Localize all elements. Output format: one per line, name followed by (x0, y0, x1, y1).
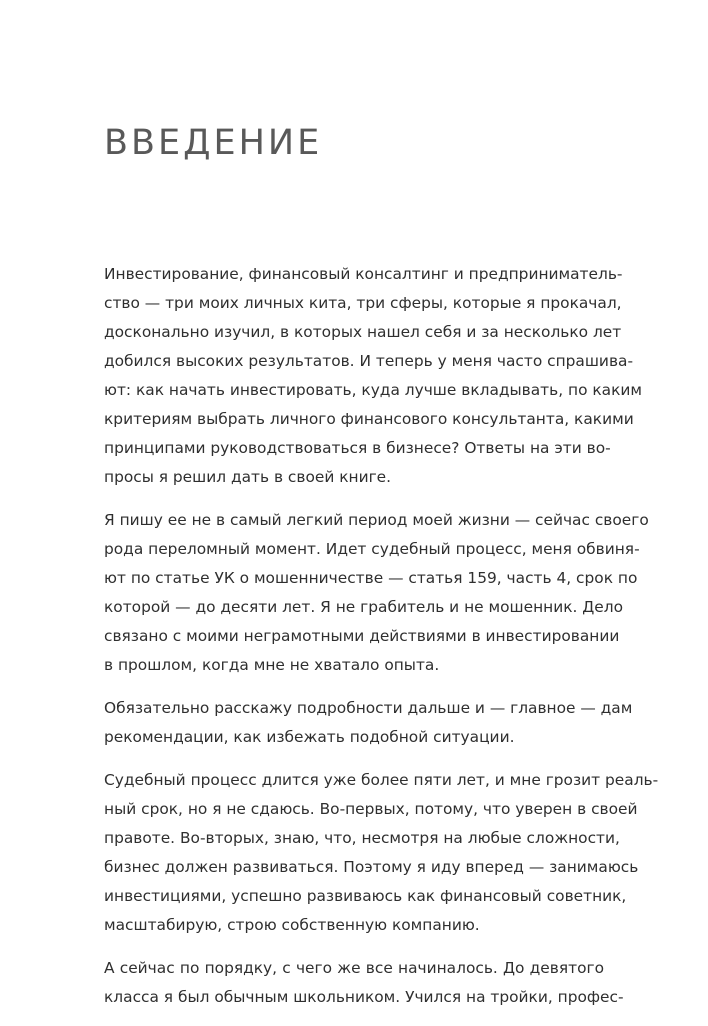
paragraph (104, 260, 643, 492)
text-line: А сейчас по порядку, с чего же все начиналось. До девятого (104, 959, 604, 977)
text-line: ство — три моих личных кита, три сферы, которые я прокачал, (104, 294, 622, 312)
text-line: принципами руководствоваться в бизнесе? Ответы на эти во- (104, 439, 611, 457)
paragraph (104, 954, 624, 1012)
text-line: добился высоких результатов. И теперь у меня часто спрашива- (104, 352, 633, 370)
paragraph (104, 766, 659, 940)
paragraph (104, 506, 649, 680)
text-line: просы я решил дать в своей книге. (104, 468, 392, 486)
text-line: которой — до десяти лет. Я не грабитель и не мошенник. Дело (104, 598, 624, 616)
text-line: в прошлом, когда мне не хватало опыта. (104, 656, 440, 674)
paragraph (104, 694, 633, 752)
body-text (104, 260, 659, 1026)
text-line: Судебный процесс длится уже более пяти лет, и мне грозит реаль- (104, 771, 659, 789)
text-line: бизнес должен развиваться. Поэтому я иду вперед — занимаюсь (104, 858, 639, 876)
text-line: ный срок, но я не сдаюсь. Во-первых, потому, что уверен в своей (104, 800, 638, 818)
text-line: Инвестирование, финансовый консалтинг и предприниматель- (104, 265, 623, 283)
chapter-title: ВВЕДЕНИЕ (104, 123, 323, 163)
text-line: Обязательно расскажу подробности дальше и — главное — дам (104, 699, 633, 717)
text-line: инвестициями, успешно развиваюсь как финансовый советник, (104, 887, 627, 905)
text-line: связано с моими неграмотными действиями в инвестировании (104, 627, 620, 645)
text-line: Я пишу ее не в самый легкий период моей жизни — сейчас своего (104, 511, 649, 529)
text-line: критериям выбрать личного финансового консультанта, какими (104, 410, 634, 428)
text-line: ют по статье УК о мошенничестве — статья 159, часть 4, срок по (104, 569, 638, 587)
text-line: рекомендации, как избежать подобной ситуации. (104, 728, 515, 746)
text-line: класса я был обычным школьником. Учился на тройки, профес- (104, 988, 624, 1006)
text-line: ют: как начать инвестировать, куда лучше вкладывать, по каким (104, 381, 643, 399)
text-line: масштабирую, строю собственную компанию. (104, 916, 480, 934)
text-line: правоте. Во-вторых, знаю, что, несмотря на любые сложности, (104, 829, 620, 847)
text-line: рода переломный момент. Идет судебный процесс, меня обвиня- (104, 540, 640, 558)
text-line: досконально изучил, в которых нашел себя и за несколько лет (104, 323, 622, 341)
